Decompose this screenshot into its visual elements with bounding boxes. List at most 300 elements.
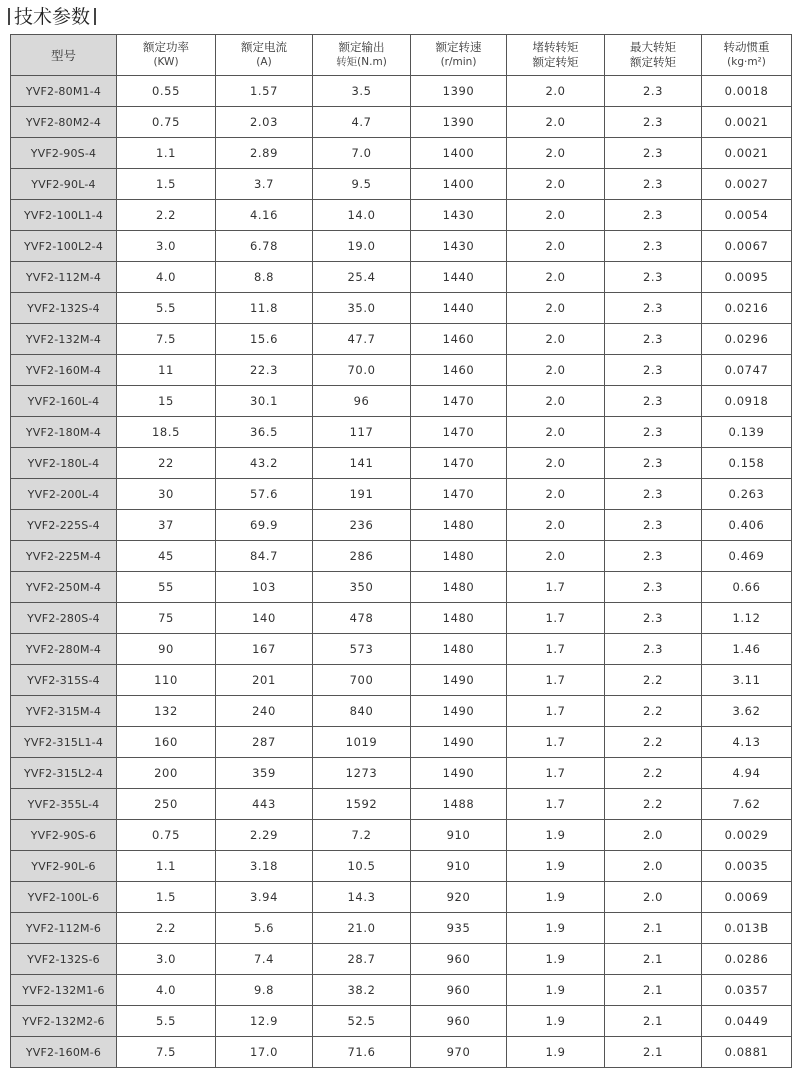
torque-cell: 4.7	[313, 107, 411, 138]
inertia-cell: 0.0021	[702, 107, 792, 138]
power-cell: 30	[117, 479, 216, 510]
current-cell: 201	[216, 665, 313, 696]
current-cell: 2.29	[216, 820, 313, 851]
torque-cell: 14.3	[313, 882, 411, 913]
max-ratio-cell: 2.3	[605, 76, 702, 107]
current-cell: 2.89	[216, 138, 313, 169]
torque-cell: 25.4	[313, 262, 411, 293]
locked-ratio-cell: 1.9	[507, 820, 605, 851]
header-line1: 堵转转矩	[532, 40, 579, 54]
current-cell: 1.57	[216, 76, 313, 107]
header-line2: (r/min)	[440, 56, 477, 68]
speed-cell: 935	[411, 913, 507, 944]
power-cell: 11	[117, 355, 216, 386]
header-line2: 转矩(N.m)	[336, 56, 387, 68]
model-cell: YVF2-200L-4	[11, 479, 117, 510]
inertia-cell: 0.0018	[702, 76, 792, 107]
torque-cell: 14.0	[313, 200, 411, 231]
locked-ratio-cell: 1.7	[507, 789, 605, 820]
section-title	[4, 2, 100, 32]
speed-cell: 1440	[411, 262, 507, 293]
current-cell: 140	[216, 603, 313, 634]
speed-cell: 1470	[411, 448, 507, 479]
locked-ratio-cell: 1.7	[507, 696, 605, 727]
table-row	[11, 417, 792, 448]
current-cell: 12.9	[216, 1006, 313, 1037]
header-rated-speed	[411, 35, 507, 76]
speed-cell: 1480	[411, 572, 507, 603]
inertia-cell: 0.158	[702, 448, 792, 479]
power-cell: 3.0	[117, 944, 216, 975]
inertia-cell: 3.11	[702, 665, 792, 696]
inertia-cell: 0.013B	[702, 913, 792, 944]
max-ratio-cell: 2.1	[605, 975, 702, 1006]
model-cell: YVF2-112M-4	[11, 262, 117, 293]
max-ratio-cell: 2.3	[605, 634, 702, 665]
max-ratio-cell: 2.0	[605, 851, 702, 882]
model-cell: YVF2-315M-4	[11, 696, 117, 727]
torque-cell: 478	[313, 603, 411, 634]
torque-cell: 117	[313, 417, 411, 448]
locked-ratio-cell: 2.0	[507, 355, 605, 386]
header-line2: 额定转矩	[630, 55, 676, 69]
inertia-cell: 0.66	[702, 572, 792, 603]
inertia-cell: 0.0296	[702, 324, 792, 355]
max-ratio-cell: 2.0	[605, 882, 702, 913]
inertia-cell: 4.13	[702, 727, 792, 758]
table-row	[11, 882, 792, 913]
speed-cell: 1470	[411, 386, 507, 417]
model-cell: YVF2-80M1-4	[11, 76, 117, 107]
torque-cell: 10.5	[313, 851, 411, 882]
locked-ratio-cell: 1.7	[507, 572, 605, 603]
header-line1: 额定功率	[143, 40, 189, 54]
inertia-cell: 0.0067	[702, 231, 792, 262]
locked-ratio-cell: 1.7	[507, 758, 605, 789]
locked-ratio-cell: 1.7	[507, 603, 605, 634]
current-cell: 4.16	[216, 200, 313, 231]
current-cell: 3.18	[216, 851, 313, 882]
table-row	[11, 789, 792, 820]
model-cell: YVF2-280M-4	[11, 634, 117, 665]
table-row	[11, 696, 792, 727]
table-row	[11, 293, 792, 324]
power-cell: 75	[117, 603, 216, 634]
header-rated-power	[117, 35, 216, 76]
max-ratio-cell: 2.3	[605, 293, 702, 324]
speed-cell: 910	[411, 851, 507, 882]
table-row	[11, 510, 792, 541]
header-line1: 转动惯重	[723, 40, 770, 54]
locked-ratio-cell: 2.0	[507, 231, 605, 262]
inertia-cell: 0.139	[702, 417, 792, 448]
table-row	[11, 944, 792, 975]
table-row	[11, 200, 792, 231]
current-cell: 43.2	[216, 448, 313, 479]
inertia-cell: 0.469	[702, 541, 792, 572]
power-cell: 1.5	[117, 882, 216, 913]
max-ratio-cell: 2.3	[605, 417, 702, 448]
power-cell: 18.5	[117, 417, 216, 448]
max-ratio-cell: 2.1	[605, 944, 702, 975]
table-row	[11, 169, 792, 200]
locked-ratio-cell: 2.0	[507, 200, 605, 231]
locked-ratio-cell: 1.7	[507, 727, 605, 758]
max-ratio-cell: 2.2	[605, 696, 702, 727]
torque-cell: 1019	[313, 727, 411, 758]
locked-ratio-cell: 2.0	[507, 510, 605, 541]
locked-ratio-cell: 1.9	[507, 975, 605, 1006]
torque-cell: 38.2	[313, 975, 411, 1006]
current-cell: 103	[216, 572, 313, 603]
locked-ratio-cell: 2.0	[507, 138, 605, 169]
power-cell: 7.5	[117, 324, 216, 355]
table-row	[11, 975, 792, 1006]
power-cell: 2.2	[117, 913, 216, 944]
header-inertia	[702, 35, 792, 76]
power-cell: 15	[117, 386, 216, 417]
header-line1: 额定电流	[241, 40, 287, 54]
current-cell: 36.5	[216, 417, 313, 448]
table-row	[11, 851, 792, 882]
model-cell: YVF2-225M-4	[11, 541, 117, 572]
power-cell: 4.0	[117, 975, 216, 1006]
torque-cell: 35.0	[313, 293, 411, 324]
torque-cell: 9.5	[313, 169, 411, 200]
locked-ratio-cell: 2.0	[507, 417, 605, 448]
model-cell: YVF2-160M-6	[11, 1037, 117, 1068]
power-cell: 1.1	[117, 138, 216, 169]
torque-cell: 573	[313, 634, 411, 665]
model-cell: YVF2-90L-4	[11, 169, 117, 200]
current-cell: 240	[216, 696, 313, 727]
speed-cell: 920	[411, 882, 507, 913]
spec-table	[10, 34, 792, 1068]
table-row	[11, 541, 792, 572]
current-cell: 287	[216, 727, 313, 758]
model-cell: YVF2-90S-4	[11, 138, 117, 169]
inertia-cell: 1.46	[702, 634, 792, 665]
speed-cell: 1470	[411, 479, 507, 510]
table-row	[11, 820, 792, 851]
max-ratio-cell: 2.3	[605, 603, 702, 634]
model-cell: YVF2-100L2-4	[11, 231, 117, 262]
max-ratio-cell: 2.2	[605, 665, 702, 696]
speed-cell: 1490	[411, 665, 507, 696]
inertia-cell: 0.0027	[702, 169, 792, 200]
inertia-cell: 0.0029	[702, 820, 792, 851]
table-row	[11, 386, 792, 417]
torque-cell: 19.0	[313, 231, 411, 262]
model-cell: YVF2-315L2-4	[11, 758, 117, 789]
current-cell: 11.8	[216, 293, 313, 324]
table-row	[11, 231, 792, 262]
header-line1: 最大转矩	[630, 40, 676, 54]
torque-cell: 236	[313, 510, 411, 541]
torque-cell: 7.2	[313, 820, 411, 851]
speed-cell: 1480	[411, 541, 507, 572]
max-ratio-cell: 2.3	[605, 200, 702, 231]
power-cell: 0.75	[117, 107, 216, 138]
locked-ratio-cell: 2.0	[507, 324, 605, 355]
title-left-bar	[8, 8, 10, 25]
speed-cell: 960	[411, 944, 507, 975]
power-cell: 3.0	[117, 231, 216, 262]
speed-cell: 1488	[411, 789, 507, 820]
header-model	[11, 35, 117, 76]
current-cell: 17.0	[216, 1037, 313, 1068]
table-row	[11, 665, 792, 696]
inertia-cell: 4.94	[702, 758, 792, 789]
power-cell: 1.1	[117, 851, 216, 882]
table-row	[11, 758, 792, 789]
inertia-cell: 3.62	[702, 696, 792, 727]
power-cell: 250	[117, 789, 216, 820]
inertia-cell: 0.0881	[702, 1037, 792, 1068]
inertia-cell: 0.0095	[702, 262, 792, 293]
max-ratio-cell: 2.3	[605, 169, 702, 200]
model-cell: YVF2-112M-6	[11, 913, 117, 944]
locked-ratio-cell: 2.0	[507, 107, 605, 138]
table-row	[11, 913, 792, 944]
current-cell: 5.6	[216, 913, 313, 944]
locked-ratio-cell: 1.9	[507, 882, 605, 913]
model-cell: YVF2-132S-6	[11, 944, 117, 975]
speed-cell: 1430	[411, 231, 507, 262]
torque-cell: 1273	[313, 758, 411, 789]
header-line1: 额定输出	[338, 40, 385, 54]
title-right-bar	[94, 8, 96, 25]
header-line2: (kg·m²)	[727, 56, 766, 68]
inertia-cell: 0.0054	[702, 200, 792, 231]
inertia-cell: 0.0357	[702, 975, 792, 1006]
max-ratio-cell: 2.3	[605, 231, 702, 262]
power-cell: 22	[117, 448, 216, 479]
torque-cell: 191	[313, 479, 411, 510]
inertia-cell: 0.263	[702, 479, 792, 510]
power-cell: 4.0	[117, 262, 216, 293]
table-row	[11, 448, 792, 479]
max-ratio-cell: 2.2	[605, 758, 702, 789]
locked-ratio-cell: 1.9	[507, 1037, 605, 1068]
current-cell: 7.4	[216, 944, 313, 975]
current-cell: 84.7	[216, 541, 313, 572]
model-cell: YVF2-280S-4	[11, 603, 117, 634]
locked-ratio-cell: 1.7	[507, 665, 605, 696]
torque-cell: 286	[313, 541, 411, 572]
max-ratio-cell: 2.3	[605, 324, 702, 355]
locked-ratio-cell: 1.9	[507, 913, 605, 944]
max-ratio-cell: 2.1	[605, 1037, 702, 1068]
current-cell: 15.6	[216, 324, 313, 355]
speed-cell: 1490	[411, 758, 507, 789]
header-row	[11, 35, 792, 76]
header-rated-torque	[313, 35, 411, 76]
speed-cell: 1490	[411, 727, 507, 758]
spec-table-body	[11, 76, 792, 1068]
speed-cell: 1430	[411, 200, 507, 231]
max-ratio-cell: 2.2	[605, 727, 702, 758]
current-cell: 443	[216, 789, 313, 820]
max-ratio-cell: 2.3	[605, 541, 702, 572]
max-ratio-cell: 2.3	[605, 138, 702, 169]
power-cell: 7.5	[117, 1037, 216, 1068]
torque-cell: 47.7	[313, 324, 411, 355]
speed-cell: 1400	[411, 138, 507, 169]
current-cell: 8.8	[216, 262, 313, 293]
torque-cell: 7.0	[313, 138, 411, 169]
max-ratio-cell: 2.1	[605, 913, 702, 944]
model-cell: YVF2-180L-4	[11, 448, 117, 479]
torque-cell: 1592	[313, 789, 411, 820]
locked-ratio-cell: 1.9	[507, 944, 605, 975]
model-cell: YVF2-225S-4	[11, 510, 117, 541]
inertia-cell: 0.0747	[702, 355, 792, 386]
inertia-cell: 0.406	[702, 510, 792, 541]
power-cell: 0.55	[117, 76, 216, 107]
model-cell: YVF2-315S-4	[11, 665, 117, 696]
model-cell: YVF2-80M2-4	[11, 107, 117, 138]
table-row	[11, 572, 792, 603]
speed-cell: 1390	[411, 76, 507, 107]
power-cell: 2.2	[117, 200, 216, 231]
header-locked-rotor-ratio	[507, 35, 605, 76]
speed-cell: 1460	[411, 324, 507, 355]
locked-ratio-cell: 2.0	[507, 448, 605, 479]
inertia-cell: 0.0069	[702, 882, 792, 913]
header-line1: 额定转速	[435, 40, 482, 54]
spec-table-head	[11, 35, 792, 76]
power-cell: 90	[117, 634, 216, 665]
table-row	[11, 727, 792, 758]
current-cell: 3.94	[216, 882, 313, 913]
max-ratio-cell: 2.3	[605, 572, 702, 603]
model-cell: YVF2-90S-6	[11, 820, 117, 851]
current-cell: 69.9	[216, 510, 313, 541]
locked-ratio-cell: 2.0	[507, 479, 605, 510]
speed-cell: 970	[411, 1037, 507, 1068]
section-title-text: 技术参数	[14, 6, 91, 28]
table-row	[11, 76, 792, 107]
current-cell: 30.1	[216, 386, 313, 417]
torque-cell: 3.5	[313, 76, 411, 107]
power-cell: 0.75	[117, 820, 216, 851]
speed-cell: 960	[411, 1006, 507, 1037]
model-cell: YVF2-90L-6	[11, 851, 117, 882]
speed-cell: 1470	[411, 417, 507, 448]
speed-cell: 1480	[411, 510, 507, 541]
model-cell: YVF2-132S-4	[11, 293, 117, 324]
table-row	[11, 603, 792, 634]
torque-cell: 840	[313, 696, 411, 727]
model-cell: YVF2-315L1-4	[11, 727, 117, 758]
current-cell: 167	[216, 634, 313, 665]
speed-cell: 1480	[411, 603, 507, 634]
power-cell: 132	[117, 696, 216, 727]
table-row	[11, 634, 792, 665]
model-cell: YVF2-355L-4	[11, 789, 117, 820]
table-row	[11, 479, 792, 510]
torque-cell: 52.5	[313, 1006, 411, 1037]
power-cell: 1.5	[117, 169, 216, 200]
current-cell: 9.8	[216, 975, 313, 1006]
locked-ratio-cell: 1.9	[507, 851, 605, 882]
speed-cell: 960	[411, 975, 507, 1006]
locked-ratio-cell: 2.0	[507, 262, 605, 293]
max-ratio-cell: 2.3	[605, 386, 702, 417]
locked-ratio-cell: 1.7	[507, 634, 605, 665]
model-cell: YVF2-160L-4	[11, 386, 117, 417]
max-ratio-cell: 2.3	[605, 479, 702, 510]
current-cell: 6.78	[216, 231, 313, 262]
current-cell: 57.6	[216, 479, 313, 510]
inertia-cell: 0.0286	[702, 944, 792, 975]
inertia-cell: 0.0449	[702, 1006, 792, 1037]
header-line2: (A)	[256, 56, 272, 68]
speed-cell: 1480	[411, 634, 507, 665]
header-max-torque-ratio	[605, 35, 702, 76]
current-cell: 22.3	[216, 355, 313, 386]
power-cell: 5.5	[117, 1006, 216, 1037]
header-rated-current	[216, 35, 313, 76]
power-cell: 55	[117, 572, 216, 603]
current-cell: 3.7	[216, 169, 313, 200]
speed-cell: 1400	[411, 169, 507, 200]
max-ratio-cell: 2.3	[605, 510, 702, 541]
torque-cell: 96	[313, 386, 411, 417]
model-cell: YVF2-132M1-6	[11, 975, 117, 1006]
max-ratio-cell: 2.1	[605, 1006, 702, 1037]
table-row	[11, 138, 792, 169]
table-row	[11, 324, 792, 355]
power-cell: 110	[117, 665, 216, 696]
table-row	[11, 107, 792, 138]
inertia-cell: 7.62	[702, 789, 792, 820]
table-row	[11, 262, 792, 293]
model-cell: YVF2-180M-4	[11, 417, 117, 448]
power-cell: 37	[117, 510, 216, 541]
model-cell: YVF2-100L1-4	[11, 200, 117, 231]
torque-cell: 70.0	[313, 355, 411, 386]
torque-cell: 700	[313, 665, 411, 696]
inertia-cell: 0.0216	[702, 293, 792, 324]
speed-cell: 1440	[411, 293, 507, 324]
max-ratio-cell: 2.3	[605, 262, 702, 293]
header-model-label: 型号	[50, 47, 76, 63]
locked-ratio-cell: 2.0	[507, 541, 605, 572]
table-row	[11, 1037, 792, 1068]
model-cell: YVF2-100L-6	[11, 882, 117, 913]
locked-ratio-cell: 2.0	[507, 386, 605, 417]
max-ratio-cell: 2.3	[605, 448, 702, 479]
torque-cell: 21.0	[313, 913, 411, 944]
max-ratio-cell: 2.2	[605, 789, 702, 820]
max-ratio-cell: 2.3	[605, 355, 702, 386]
locked-ratio-cell: 1.9	[507, 1006, 605, 1037]
header-line2: (KW)	[153, 56, 179, 68]
max-ratio-cell: 2.0	[605, 820, 702, 851]
torque-cell: 71.6	[313, 1037, 411, 1068]
torque-cell: 141	[313, 448, 411, 479]
speed-cell: 1490	[411, 696, 507, 727]
locked-ratio-cell: 2.0	[507, 293, 605, 324]
current-cell: 2.03	[216, 107, 313, 138]
speed-cell: 1460	[411, 355, 507, 386]
model-cell: YVF2-132M2-6	[11, 1006, 117, 1037]
header-line2: 额定转矩	[532, 55, 579, 69]
power-cell: 5.5	[117, 293, 216, 324]
power-cell: 160	[117, 727, 216, 758]
